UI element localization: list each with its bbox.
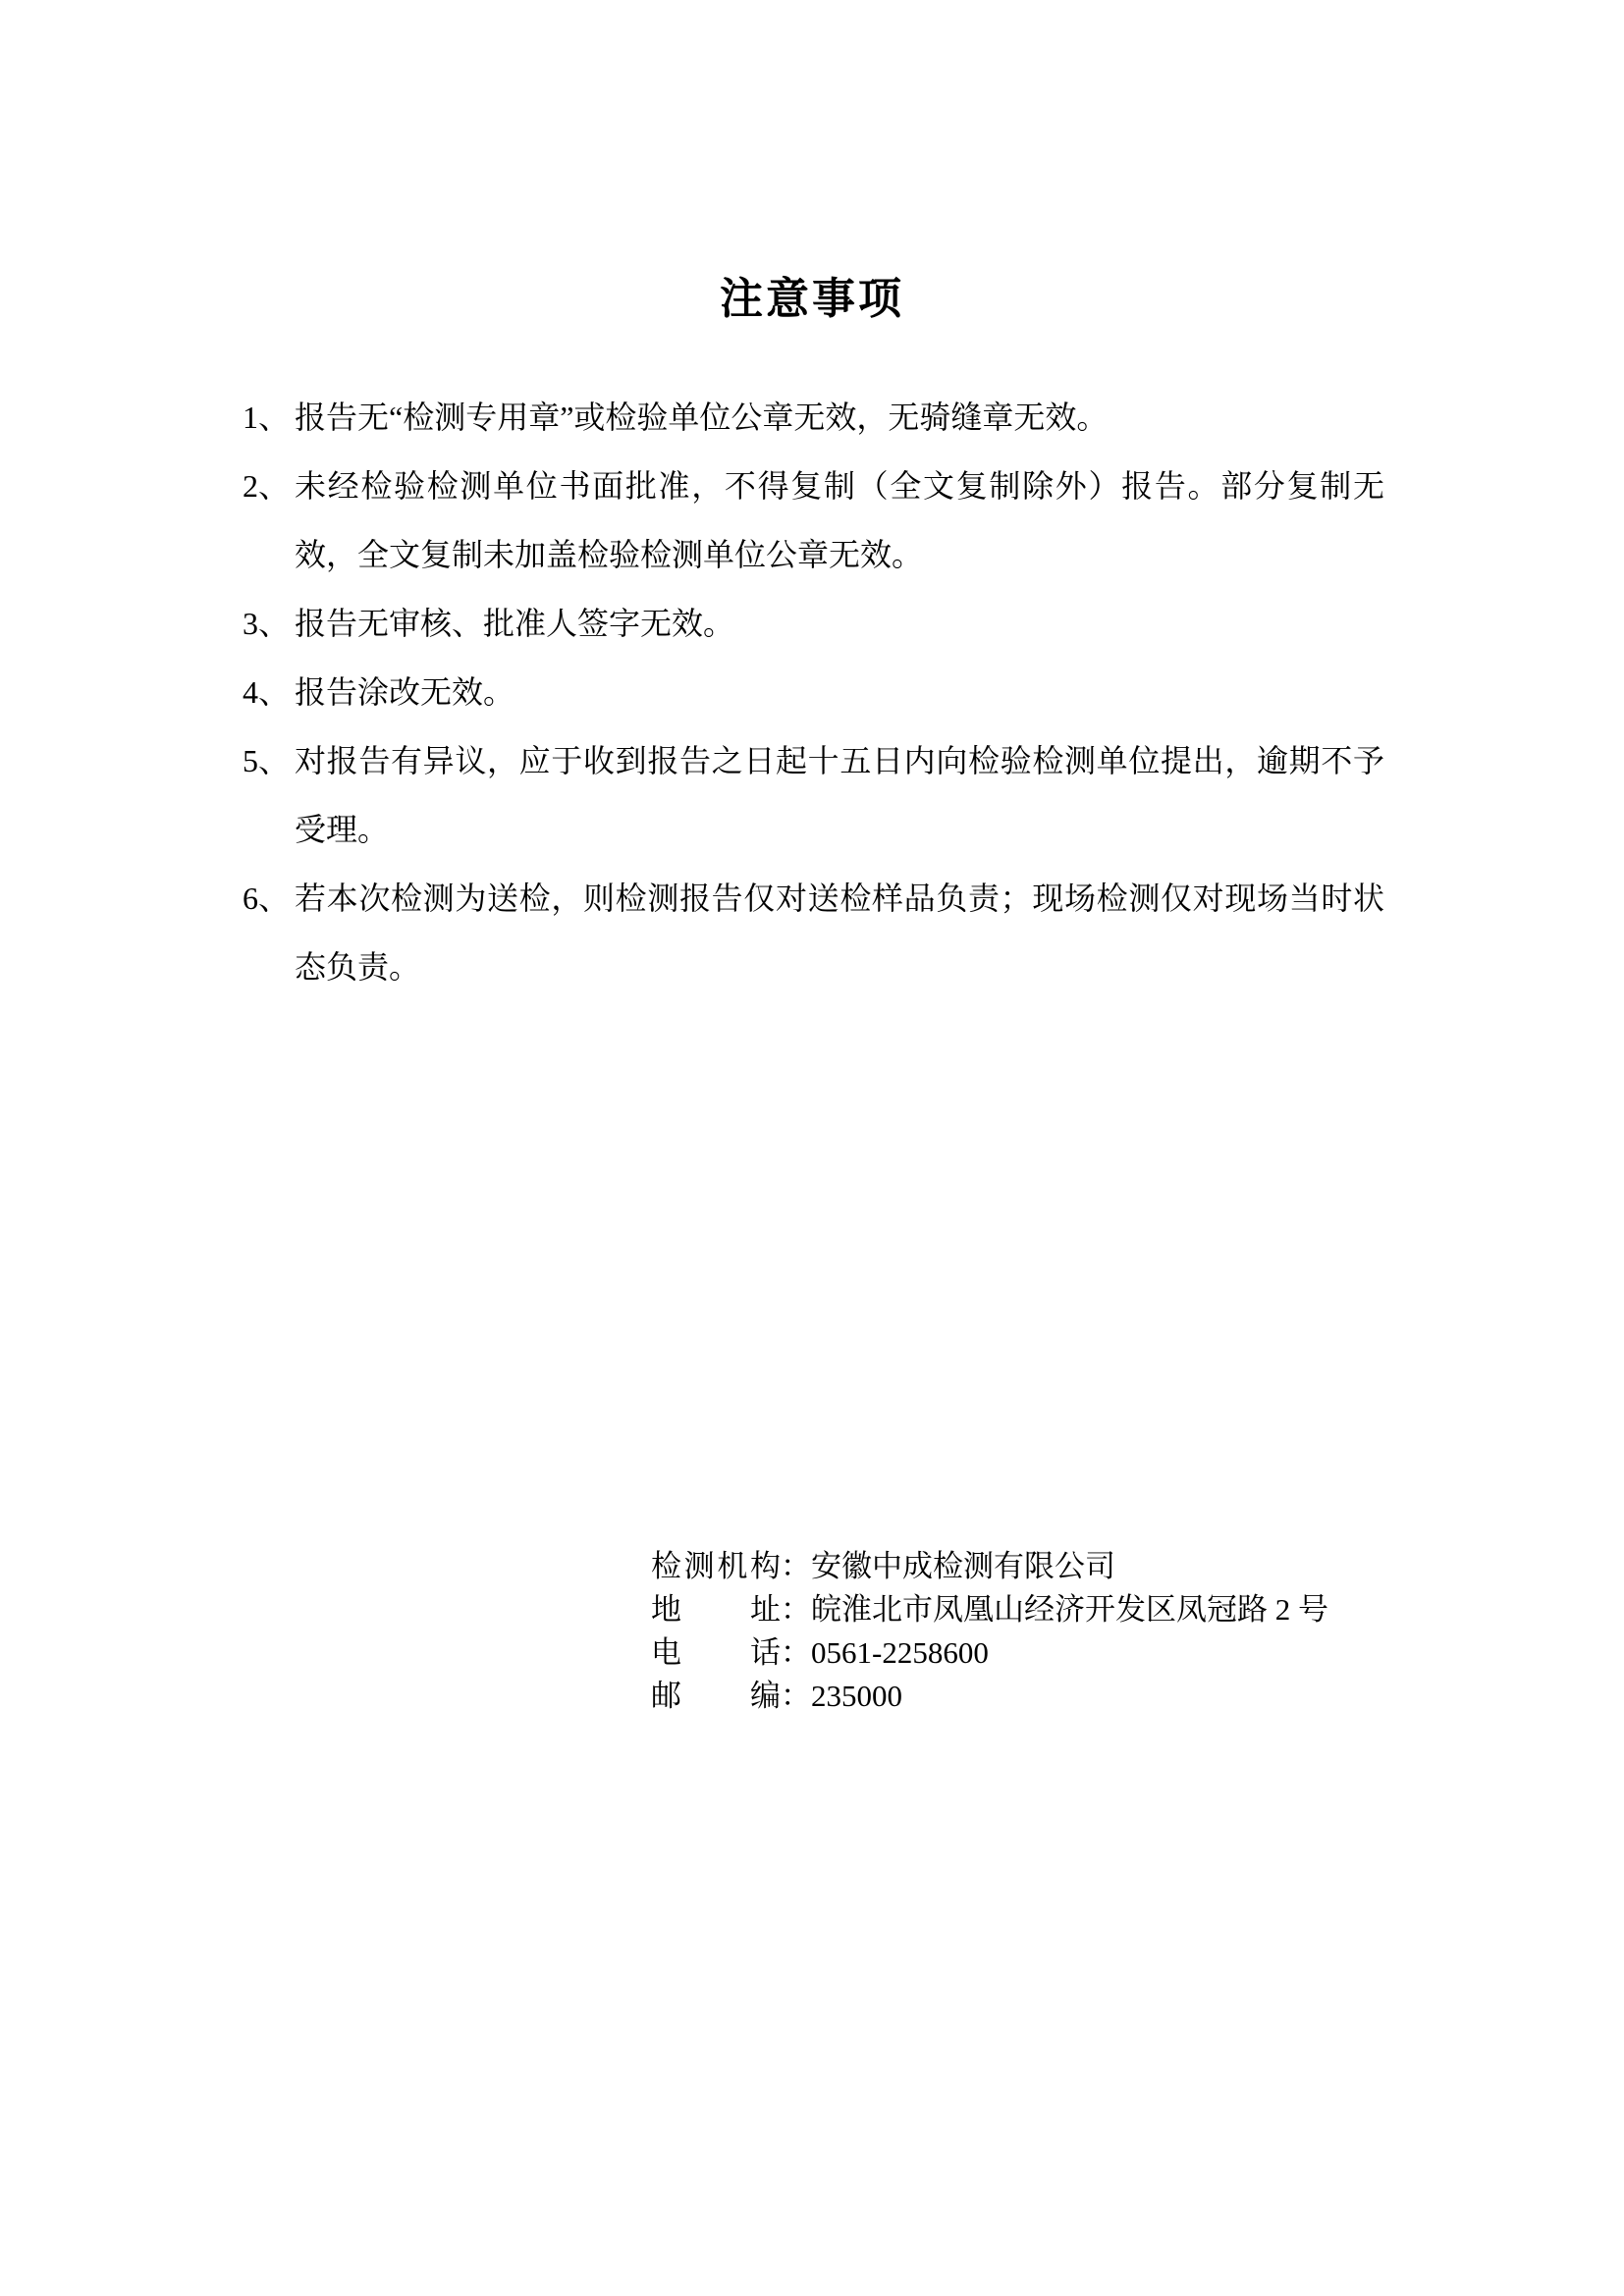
- notice-item: [243, 383, 1384, 452]
- contact-label: 检测机构: [651, 1549, 781, 1583]
- notice-list: [243, 383, 1384, 1001]
- contact-value: 235000: [811, 1679, 902, 1713]
- contact-block: [651, 1545, 1328, 1718]
- contact-colon: ：: [781, 1549, 811, 1583]
- notice-text: 报告涂改无效。: [295, 674, 515, 710]
- notice-number: 3、: [243, 606, 291, 641]
- contact-value: 皖淮北市凤凰山经济开发区凤冠路 2 号: [811, 1592, 1328, 1627]
- contact-label: 邮编: [651, 1679, 781, 1713]
- notice-number: 1、: [243, 400, 291, 435]
- contact-colon: ：: [781, 1679, 811, 1713]
- notice-text: 对报告有异议，应于收到报告之日起十五日内向检验检测单位提出，逾期不予受理。: [295, 743, 1384, 847]
- contact-row-postcode: [651, 1675, 1328, 1718]
- contact-row-address: [651, 1588, 1328, 1631]
- notice-text: 报告无“检测专用章”或检验单位公章无效，无骑缝章无效。: [295, 400, 1109, 435]
- contact-label: 电话: [651, 1635, 781, 1670]
- notice-number: 2、: [243, 468, 291, 504]
- contact-row-phone: [651, 1631, 1328, 1675]
- contact-row-agency: [651, 1545, 1328, 1588]
- notice-item: [243, 452, 1384, 589]
- contact-colon: ：: [781, 1635, 811, 1670]
- notice-text: 未经检验检测单位书面批准，不得复制（全文复制除外）报告。部分复制无效，全文复制未加盖检验检测单位公章无效。: [295, 468, 1384, 572]
- notice-item: [243, 658, 1384, 726]
- notice-item: [243, 864, 1384, 1001]
- notice-item: [243, 589, 1384, 658]
- notice-number: 6、: [243, 881, 291, 916]
- page-title: 注意事项: [720, 275, 904, 323]
- contact-colon: ：: [781, 1592, 811, 1627]
- contact-value: 0561-2258600: [811, 1635, 989, 1670]
- notice-number: 4、: [243, 674, 291, 710]
- notice-item: [243, 726, 1384, 864]
- contact-value: 安徽中成检测有限公司: [811, 1549, 1115, 1583]
- notice-text: 报告无审核、批准人签字无效。: [295, 606, 735, 641]
- contact-label: 地址: [651, 1592, 781, 1627]
- notice-number: 5、: [243, 743, 291, 778]
- notice-text: 若本次检测为送检，则检测报告仅对送检样品负责；现场检测仅对现场当时状态负责。: [295, 881, 1384, 985]
